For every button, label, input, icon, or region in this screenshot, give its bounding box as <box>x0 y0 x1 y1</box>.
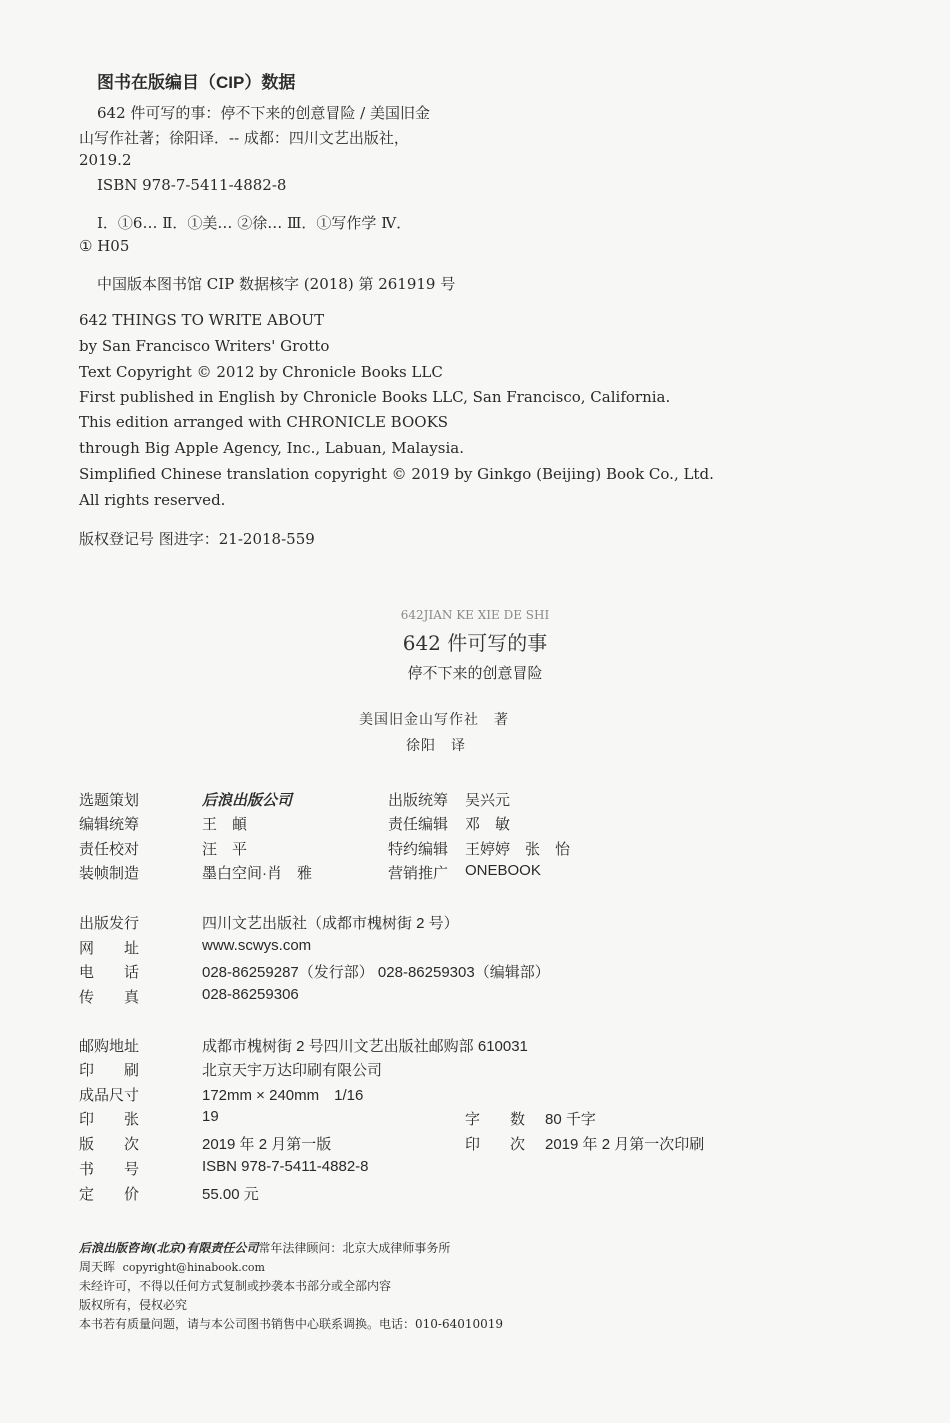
spec-value: 80 千字 <box>545 1111 596 1128</box>
spec-value: 55.00 元 <box>202 1186 259 1203</box>
english-line: by San Francisco Writers' Grotto <box>79 337 330 355</box>
staff-value: 吴兴元 <box>465 792 511 809</box>
spec-value: 成都市槐树街 2 号四川文艺出版社邮购部 610031 <box>202 1038 528 1055</box>
staff-value: 汪 平 <box>202 841 248 858</box>
translator-credit: 徐阳 译 <box>406 738 466 754</box>
spec-label: 版 次 <box>79 1136 140 1153</box>
publisher-label: 出版发行 <box>79 915 140 932</box>
publisher-value: 四川文艺出版社（成都市槐树街 2 号） <box>202 915 459 932</box>
staff-label: 出版统筹 <box>388 792 449 809</box>
english-line: 642 THINGS TO WRITE ABOUT <box>79 311 325 329</box>
cip-class-2: ① H05 <box>79 237 130 255</box>
english-line: Simplified Chinese translation copyright © 2019 by Ginkgo (Beijing) Book Co., Ltd. <box>79 465 714 483</box>
staff-value: 后浪出版公司 <box>202 791 293 809</box>
spec-label: 书 号 <box>79 1161 140 1178</box>
staff-label: 装帧制造 <box>79 865 140 882</box>
footer-contact-name: 周天晖 <box>79 1260 116 1274</box>
staff-label: 选题策划 <box>79 792 140 809</box>
spec-value: 2019 年 2 月第一版 <box>202 1136 332 1153</box>
publisher-value: 028-86259287（发行部） 028-86259303（编辑部） <box>202 964 550 981</box>
staff-value: 墨白空间·肖 雅 <box>202 865 312 882</box>
english-line: This edition arranged with CHRONICLE BOOKS <box>79 413 449 431</box>
staff-label: 营销推广 <box>388 865 449 882</box>
spec-value: 172mm × 240mm 1/16 <box>202 1087 364 1104</box>
spec-label: 印 张 <box>79 1111 140 1128</box>
publisher-label: 网 址 <box>79 940 140 957</box>
book-title: 642 件可写的事 <box>402 631 548 655</box>
staff-value: 邓 敏 <box>465 816 511 833</box>
cip-line-1: 642 件可写的事：停不下来的创意冒险 / 美国旧金 <box>97 104 430 122</box>
staff-label: 责任编辑 <box>388 816 449 833</box>
cip-line-3: 2019.2 <box>79 151 132 169</box>
footer-notice: 本书若有质量问题，请与本公司图书销售中心联系调换。电话：010-64010019 <box>79 1317 504 1331</box>
english-line: Text Copyright © 2012 by Chronicle Books LLC <box>79 363 443 381</box>
staff-label: 编辑统筹 <box>79 816 140 833</box>
staff-value: 王婷婷 张 怡 <box>465 841 571 858</box>
footer-notice: 未经许可，不得以任何方式复制或抄袭本书部分或全部内容 <box>79 1279 392 1293</box>
copyright-registration: 版权登记号 图进字：21-2018-559 <box>79 530 315 548</box>
footer-company: 后浪出版咨询(北京)有限责任公司 <box>79 1241 259 1255</box>
footer-contact-email[interactable]: copyright@hinabook.com <box>122 1261 265 1274</box>
staff-label: 责任校对 <box>79 841 140 858</box>
spec-label: 印 刷 <box>79 1062 140 1079</box>
spec-value: 北京天宇万达印刷有限公司 <box>202 1062 383 1079</box>
cip-line-2: 山写作社著；徐阳译．-- 成都：四川文艺出版社， <box>79 129 409 147</box>
spec-label: 字 数 <box>465 1111 526 1128</box>
website-link[interactable]: www.scwys.com <box>202 937 312 954</box>
spec-value: ISBN 978-7-5411-4882-8 <box>202 1158 369 1175</box>
footer-counsel: 常年法律顾问：北京大成律师事务所 <box>258 1241 451 1255</box>
cip-heading: 图书在版编目（CIP）数据 <box>97 73 296 92</box>
title-pinyin: 642JIAN KE XIE DE SHI <box>400 608 550 622</box>
publisher-label: 传 真 <box>79 989 140 1006</box>
book-subtitle: 停不下来的创意冒险 <box>407 664 543 682</box>
author-credit: 美国旧金山写作社 著 <box>359 712 509 728</box>
cip-number: 中国版本图书馆 CIP 数据核字 (2018) 第 261919 号 <box>97 275 456 293</box>
cip-isbn: ISBN 978-7-5411-4882-8 <box>97 176 287 194</box>
spec-label: 邮购地址 <box>79 1038 140 1055</box>
spec-label: 成品尺寸 <box>79 1087 140 1104</box>
staff-value: ONEBOOK <box>465 862 541 879</box>
spec-label: 定 价 <box>79 1186 140 1203</box>
english-line: All rights reserved. <box>79 491 226 509</box>
spec-label: 印 次 <box>465 1136 526 1153</box>
publisher-label: 电 话 <box>79 964 140 981</box>
cip-class-1: Ⅰ．①6… Ⅱ．①美… ②徐… Ⅲ．①写作学 Ⅳ． <box>97 214 412 232</box>
publisher-value: 028-86259306 <box>202 986 299 1003</box>
staff-label: 特约编辑 <box>388 841 449 858</box>
english-line: First published in English by Chronicle Books LLC, San Francisco, California. <box>79 388 671 406</box>
footer-notice: 版权所有，侵权必究 <box>79 1298 188 1312</box>
spec-value: 2019 年 2 月第一次印刷 <box>545 1136 705 1153</box>
staff-value: 王 頔 <box>202 816 248 833</box>
spec-value: 19 <box>202 1108 219 1125</box>
english-line: through Big Apple Agency, Inc., Labuan, Malaysia. <box>79 439 464 457</box>
